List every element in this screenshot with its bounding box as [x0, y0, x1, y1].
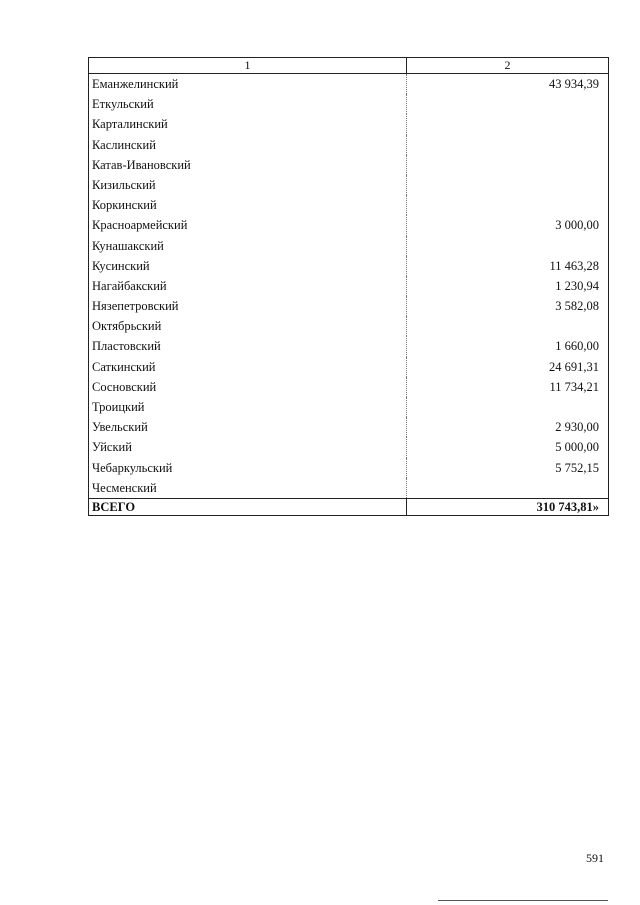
district-name-cell: Чебаркульский	[89, 458, 407, 478]
amount-cell: 11 734,21	[549, 379, 599, 394]
district-name-cell: Катав-Ивановский	[89, 155, 407, 175]
table-row	[89, 155, 608, 175]
district-name-cell: Уйский	[89, 437, 407, 457]
table-row	[89, 417, 608, 437]
district-name-cell: Увельский	[89, 417, 407, 437]
amount-cell: 5 752,15	[555, 460, 599, 475]
table-header-row	[89, 58, 608, 74]
amount-cell: 43 934,39	[549, 77, 599, 91]
amount-cell	[407, 478, 608, 498]
amount-cell: 1 230,94	[555, 278, 599, 293]
column-header-1: 1	[89, 58, 407, 73]
table-row	[89, 276, 608, 296]
table-row	[89, 195, 608, 215]
amount-cell: 24 691,31	[549, 359, 599, 374]
amount-cell: 2 930,00	[555, 420, 599, 435]
amount-cell	[407, 397, 608, 417]
district-name-cell: Чесменский	[89, 478, 407, 498]
table-row	[89, 397, 608, 417]
table-row	[89, 135, 608, 155]
amount-cell	[407, 236, 608, 256]
district-name-cell: Троицкий	[89, 397, 407, 417]
district-name-cell: Кизильский	[89, 175, 407, 195]
total-row	[89, 498, 608, 515]
district-name-cell: Еманжелинский	[89, 74, 407, 94]
table-row	[89, 175, 608, 195]
district-name-cell: Еткульский	[89, 94, 407, 114]
district-name-cell: Саткинский	[89, 357, 407, 377]
amount-cell	[407, 155, 608, 175]
district-name-cell: Красноармейский	[89, 215, 407, 235]
district-name-cell: Коркинский	[89, 195, 407, 215]
table-row	[89, 94, 608, 114]
page-number: 591	[586, 851, 604, 865]
amount-cell	[407, 175, 608, 195]
district-name-cell: Карталинский	[89, 114, 407, 134]
amount-cell: 3 582,08	[555, 299, 599, 314]
amount-cell: 3 000,00	[555, 218, 599, 233]
table-row	[89, 236, 608, 256]
district-name-cell: Нязепетровский	[89, 296, 407, 316]
amount-cell: 5 000,00	[555, 440, 599, 455]
amount-cell	[407, 316, 608, 336]
table-row	[89, 478, 608, 498]
district-name-cell: Сосновский	[89, 377, 407, 397]
table-row	[89, 336, 608, 356]
amount-cell	[407, 114, 608, 134]
table-body	[89, 74, 608, 498]
table-row	[89, 74, 608, 94]
district-name-cell: Нагайбакский	[89, 276, 407, 296]
column-header-2: 2	[504, 58, 511, 72]
amount-cell	[407, 135, 608, 155]
table-row	[89, 377, 608, 397]
footer-rule	[438, 900, 608, 901]
amount-cell	[407, 94, 608, 114]
district-name-cell: Кусинский	[89, 256, 407, 276]
table-row	[89, 357, 608, 377]
table-row	[89, 296, 608, 316]
table-row	[89, 215, 608, 235]
district-name-cell: Октябрьский	[89, 316, 407, 336]
district-amounts-table	[88, 57, 609, 516]
amount-cell: 1 660,00	[555, 339, 599, 354]
district-name-cell: Пластовский	[89, 336, 407, 356]
district-name-cell: Кунашакский	[89, 236, 407, 256]
amount-cell: 11 463,28	[549, 258, 599, 273]
table-row	[89, 316, 608, 336]
total-label: ВСЕГО	[89, 499, 407, 515]
total-value: 310 743,81»	[536, 499, 599, 514]
table-row	[89, 458, 608, 478]
table-row	[89, 437, 608, 457]
district-name-cell: Каслинский	[89, 135, 407, 155]
table-row	[89, 256, 608, 276]
table-row	[89, 114, 608, 134]
amount-cell	[407, 195, 608, 215]
